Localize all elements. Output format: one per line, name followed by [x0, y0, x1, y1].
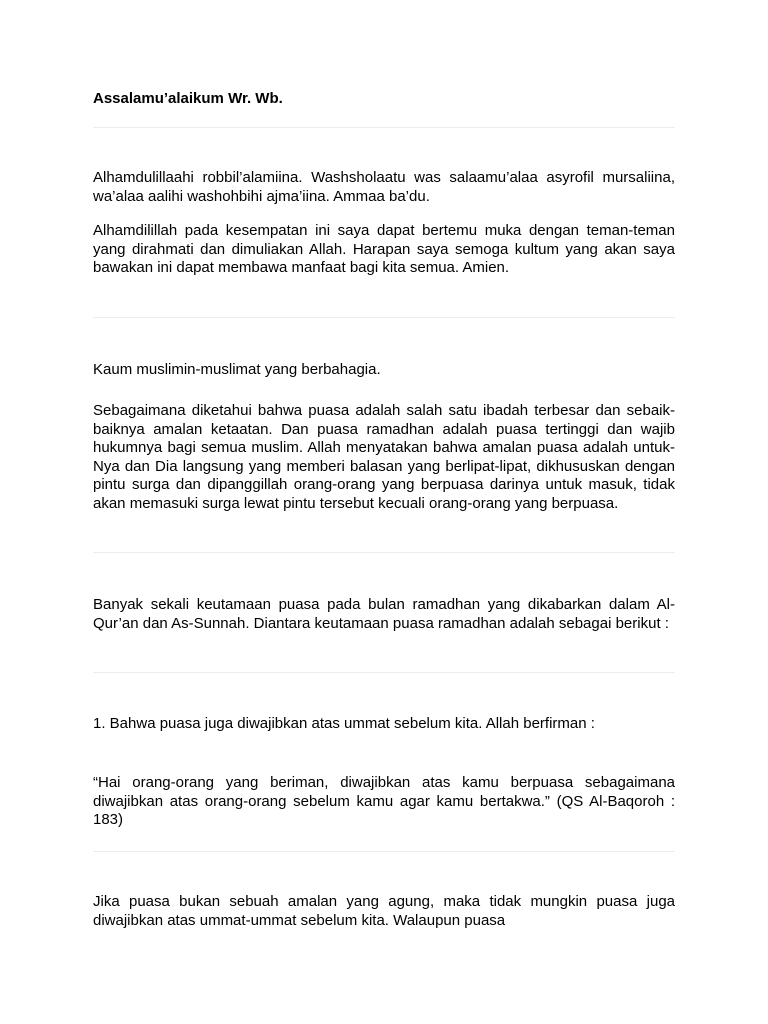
document-greeting-title: Assalamu’alaikum Wr. Wb.: [93, 90, 283, 107]
address-paragraph: Kaum muslimin-muslimat yang berbahagia.: [93, 361, 381, 378]
quran-quote-paragraph: “Hai orang-orang yang beriman, diwajibkan atas kamu berpuasa sebagaimana diwajibkan atas orang-orang sebelum kamu agar kamu bertakwa.” (QS Al-Baqoroh : 183): [93, 774, 675, 829]
fasting-intro-paragraph: Sebagaimana diketahui bahwa puasa adalah salah satu ibadah terbesar dan sebaik-baiknya amalan ketaatan. Dan puasa ramadhan adalah puasa tertinggi dan wajib hukumnya bagi semua muslim. Allah menyatakan bahwa amalan puasa adalah untuk-Nya dan Dia langsung yang memberi balasan yang berlipat-lipat, dikhususkan dengan pintu surga dan dipanggillah orang-orang yang berpuasa darinya untuk masuk, tidak akan memasuki surga lewat pintu tersebut kecuali orang-orang yang berpuasa.: [93, 402, 675, 512]
section-divider: [93, 552, 675, 553]
opening-paragraph: Alhamdulillaahi robbil’alamiina. Washsholaatu was salaamu’alaa asyrofil mursaliina, wa’alaa aalihi washohbihi ajma’iina. Ammaa ba’du.: [93, 169, 675, 205]
virtue-point-1-paragraph: 1. Bahwa puasa juga diwajibkan atas ummat sebelum kita. Allah berfirman :: [93, 715, 595, 732]
section-divider: [93, 851, 675, 852]
introduction-paragraph: Alhamdilillah pada kesempatan ini saya dapat bertemu muka dengan teman-teman yang dirahmati dan dimuliakan Allah. Harapan saya semoga kultum yang akan saya bawakan ini dapat membawa manfaat bagi kita semua. Amien.: [93, 222, 675, 277]
closing-paragraph: Jika puasa bukan sebuah amalan yang agung, maka tidak mungkin puasa juga diwajibkan atas ummat-ummat sebelum kita. Walaupun puasa: [93, 893, 675, 929]
virtues-intro-paragraph: Banyak sekali keutamaan puasa pada bulan ramadhan yang dikabarkan dalam Al-Qur’an dan As-Sunnah. Diantara keutamaan puasa ramadhan adalah sebagai berikut :: [93, 596, 675, 632]
section-divider: [93, 672, 675, 673]
section-divider: [93, 317, 675, 318]
section-divider: [93, 127, 675, 128]
